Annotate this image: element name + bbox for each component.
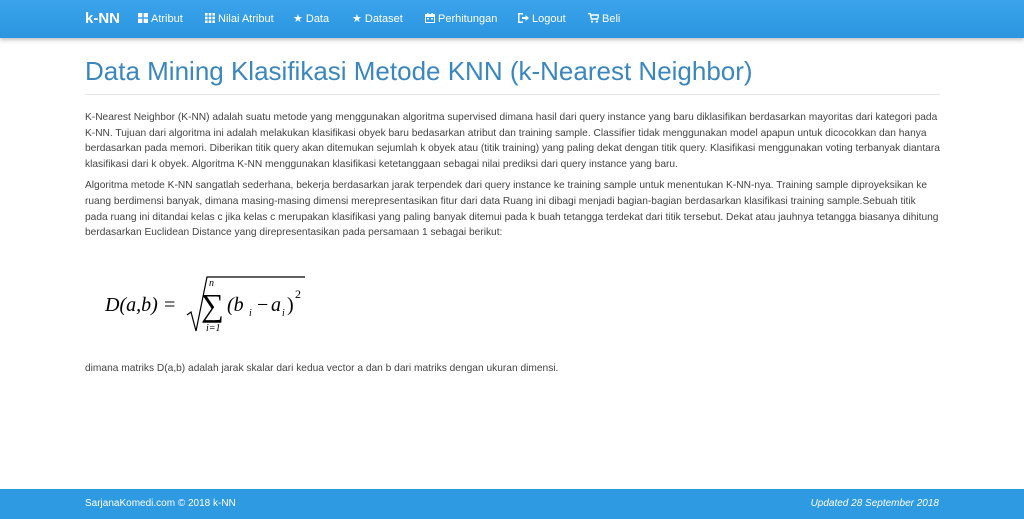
nav-item-logout[interactable]: [518, 0, 566, 38]
nav-item-label: Data: [305, 13, 330, 25]
formula-minus: −: [257, 293, 269, 316]
euclidean-distance-formula: [85, 241, 940, 361]
title-divider: [85, 94, 940, 95]
formula-sub-a: i: [282, 307, 285, 319]
cart-icon: [588, 13, 599, 23]
main-content: [85, 38, 940, 376]
formula-sum-upper: n: [209, 277, 214, 289]
summation-symbol: ∑: [201, 286, 224, 323]
formula-sum-lower: i=1: [206, 322, 221, 334]
star-icon: ★: [293, 13, 303, 25]
nav-item-label: Dataset: [364, 13, 403, 25]
nav-item-data[interactable]: [293, 0, 329, 38]
page-title: Data Mining Klasifikasi Metode KNN (k-Nearest Neighbor): [85, 56, 753, 86]
logout-icon: [518, 13, 529, 23]
nav-item-nilai-atribut[interactable]: [205, 0, 274, 38]
navbar: [0, 0, 1024, 38]
nav-item-beli[interactable]: [588, 0, 620, 38]
brand-link[interactable]: k-NN: [85, 10, 121, 27]
formula-sub-b: i: [249, 307, 252, 319]
nav-item-label: Atribut: [151, 13, 183, 25]
formula-a: a: [271, 293, 281, 316]
calendar-icon: [425, 13, 435, 23]
formula-term-close: ): [287, 293, 294, 316]
paragraph-intro: K-Nearest Neighbor (K-NN) adalah suatu metode yang menggunakan algoritma supervised dimana hasil dari query instance yang baru diklasifikan berdasarkan mayoritas dari kategori pada K-NN. Tujuan dari algoritma ini adalah melakukan klasifikasi obyek baru bedasarkan atribut dan training sample. Classifier tidak menggunakan model apapun untuk dicocokkan dan hanya berdasarkan pada memori. Diberikan titik query akan ditemukan sejumlah k obyek atau (titik training) yang paling dekat dengan titik query. Klasifikasi menggunakan voting terbanyak diantara klasifikasi dari k obyek. Algoritma K-NN menggunakan klasifikasi ketetanggaan sebagai nilai prediksi dari query instance yang baru.: [85, 112, 940, 170]
formula-svg: [103, 271, 343, 341]
star-icon: ★: [352, 13, 362, 25]
nav-item-atribut[interactable]: [138, 0, 183, 38]
nav-item-perhitungan[interactable]: [425, 0, 497, 38]
nav-item-label: Nilai Atribut: [218, 13, 274, 25]
formula-lhs: D(a,b) =: [105, 293, 177, 316]
formula-term-open: (b: [227, 293, 244, 316]
formula-exponent: 2: [295, 286, 301, 301]
nav-item-dataset[interactable]: [352, 0, 403, 38]
nav-item-label: Beli: [602, 13, 621, 25]
grid-icon: [138, 13, 148, 23]
nav-item-label: Perhitungan: [438, 13, 498, 25]
grid-icon: [205, 13, 215, 23]
footer: [0, 489, 1024, 519]
paragraph-matrix: dimana matriks D(a,b) adalah jarak skalar dari kedua vector a dan b dari matriks dengan ukuran dimensi.: [85, 362, 559, 374]
footer-copyright: SarjanaKomedi.com © 2018 k-NN: [85, 498, 236, 509]
nav-item-label: Logout: [532, 13, 566, 25]
footer-updated: Updated 28 September 2018: [810, 498, 939, 509]
paragraph-algorithm: Algoritma metode K-NN sangatlah sederhana, bekerja berdasarkan jarak terpendek dari query instance ke training sample untuk menentukan K-NN-nya. Training sample diproyeksikan ke ruang berdimensi banyak, dimana masing-masing dimensi merepresentasikan fitur dari data Ruang ini dibagi menjadi bagian-bagian berdasarkan klasifikasi training sample.Sebuah titik pada ruang ini ditandai kelas c jika kelas c merupakan klasifikasi yang paling banyak ditemui pada k buah tetangga terdekat dari titik tersebut. Dekat atau jauhnya tetangga biasanya dihitung berdasarkan Euclidean Distance yang direpresentasikan pada persamaan 1 sebagai berikut:: [85, 180, 939, 239]
